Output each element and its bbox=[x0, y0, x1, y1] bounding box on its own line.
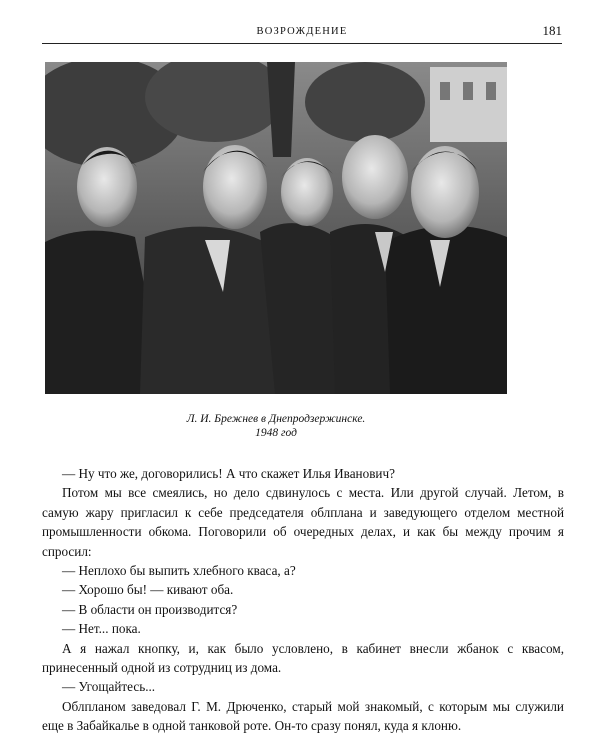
paragraph: — Угощайтесь... bbox=[62, 679, 156, 695]
paragraph: Облпланом заведовал Г. М. Дрюченко, старый мой знакомый, с которым мы служили еще в Забайкалье в одной танковой роте. Он-то сразу понял, куда я клоню. bbox=[42, 698, 564, 734]
paragraph: — В области он производится? bbox=[62, 601, 238, 617]
photo-caption bbox=[45, 412, 507, 440]
page-number: 181 bbox=[542, 23, 562, 38]
photo-illustration bbox=[45, 62, 507, 394]
paragraph: — Ну что же, договорились! А что скажет Илья Иванович? bbox=[62, 466, 395, 481]
paragraph: — Неплохо бы выпить хлебного кваса, а? bbox=[62, 563, 296, 579]
running-title: ВОЗРОЖДЕНИЕ bbox=[256, 26, 348, 37]
body-text bbox=[42, 464, 564, 736]
page-header bbox=[42, 23, 562, 42]
paragraph: А я нажал кнопку, и, как было условлено, в кабинет внесли жбанок с квасом, принесенный одной из сотрудниц из дома. bbox=[42, 640, 564, 676]
group-photo bbox=[45, 62, 507, 394]
caption-line-2: 1948 год bbox=[255, 427, 297, 439]
paragraph: Потом мы все смеялись, но дело сдвинулось с места. Или другой случай. Летом, в самую жару пригласил к себе председателя облплана и заведующего отделом местной промышленности обкома. Поговорили об очередных делах, и как бы между прочим я спросил: bbox=[42, 485, 564, 559]
paragraph: — Хорошо бы! — кивают оба. bbox=[62, 582, 234, 598]
header-rule bbox=[42, 43, 562, 44]
paragraph: — Нет... пока. bbox=[62, 621, 141, 637]
caption-line-1: Л. И. Брежнев в Днепродзержинске. bbox=[186, 413, 366, 425]
